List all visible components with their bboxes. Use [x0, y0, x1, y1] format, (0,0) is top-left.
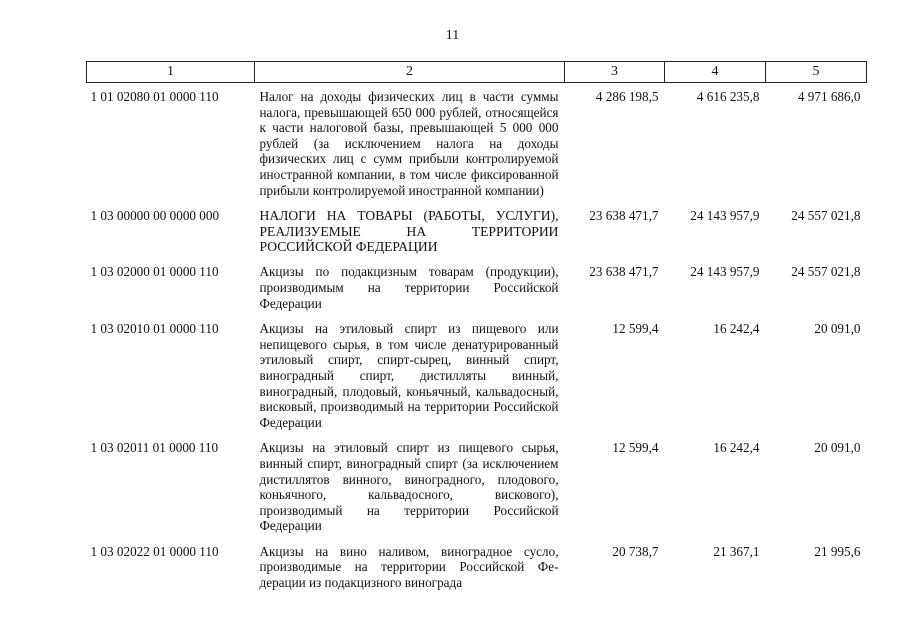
- row-name: Налог на доходы физических лиц в части суммы налога, превышающей 650 000 рублей, относящейся к части налоговой базы, превышающей 5 000 000 рублей (за исключением налога на доходы физических лиц с сумм прибыли контролируемой иностранной компании, в том числе фиксированной прибыли контролируемой иностранной компании): [259, 89, 559, 198]
- header-col-5: 5: [766, 62, 867, 83]
- row-value-1: 12 599,4: [612, 440, 659, 456]
- table-row: [87, 83, 867, 204]
- row-name: Акцизы по подакцизным товарам (продукции), производимым на территории Российской Федерации: [259, 264, 559, 311]
- row-name: Акцизы на этиловый спирт из пищевого или непищевого сырья, в том числе денатурированный этиловый спирт, спирт-сырец, винный спирт, виноградный спирт, дистилляты винный, виноградный, плодовый, коньячный, кальвадосный, висковый, производимый на территории Российской Федерации: [259, 321, 559, 430]
- table-body: [87, 83, 867, 596]
- row-value-3: 20 091,0: [814, 440, 861, 456]
- revenue-table: [86, 61, 867, 596]
- row-value-1: 12 599,4: [612, 321, 659, 337]
- row-value-3: 24 557 021,8: [791, 208, 861, 224]
- header-col-3: 3: [565, 62, 665, 83]
- row-value-2: 16 242,4: [713, 321, 760, 337]
- header-col-1: 1: [87, 62, 255, 83]
- table-header: [87, 62, 867, 83]
- row-value-3: 20 091,0: [814, 321, 861, 337]
- table-row: [87, 539, 867, 596]
- page-number: 11: [445, 28, 460, 43]
- table-row: [87, 259, 867, 316]
- row-code: 1 03 02022 01 0000 110: [90, 543, 219, 559]
- row-name: НАЛОГИ НА ТОВАРЫ (РАБОТЫ, УСЛУГИ), РЕАЛИЗУЕМЫЕ НА ТЕРРИТОРИИ РОССИЙСКОЙ ФЕДЕРАЦИИ: [259, 208, 559, 254]
- row-value-1: 20 738,7: [612, 543, 659, 559]
- row-code: 1 01 02080 01 0000 110: [90, 89, 219, 104]
- header-col-2: 2: [255, 62, 565, 83]
- row-code: 1 03 02000 01 0000 110: [90, 264, 219, 280]
- row-name: Акцизы на вино наливом, виноградное сусло, производимые на территории Российской Федерации из подакцизного винограда: [259, 543, 559, 591]
- row-value-1: 4 286 198,5: [595, 89, 659, 104]
- row-value-2: 16 242,4: [713, 440, 760, 456]
- row-value-3: 4 971 686,0: [797, 89, 861, 104]
- row-value-3: 21 995,6: [814, 543, 861, 559]
- row-value-1: 23 638 471,7: [589, 208, 659, 224]
- row-code: 1 03 02011 01 0000 110: [90, 440, 219, 456]
- row-code: 1 03 02010 01 0000 110: [90, 321, 219, 337]
- row-name: Акцизы на этиловый спирт из пищевого сырья, винный спирт, виноградный спирт (за исключением дистиллятов винного, виноградного, плодового, коньячного, кальвадосного, вискового), производимый на территории Российской Федерации: [259, 440, 559, 534]
- row-value-2: 4 616 235,8: [696, 89, 760, 104]
- table-row: [87, 316, 867, 435]
- row-value-3: 24 557 021,8: [791, 264, 861, 280]
- row-value-1: 23 638 471,7: [589, 264, 659, 280]
- header-row: [87, 62, 867, 83]
- table-row: [87, 435, 867, 539]
- table-row: [87, 203, 867, 259]
- row-value-2: 21 367,1: [713, 543, 760, 559]
- row-code: 1 03 00000 00 0000 000: [90, 208, 220, 224]
- row-value-2: 24 143 957,9: [690, 264, 760, 280]
- row-value-2: 24 143 957,9: [690, 208, 760, 224]
- header-col-4: 4: [665, 62, 766, 83]
